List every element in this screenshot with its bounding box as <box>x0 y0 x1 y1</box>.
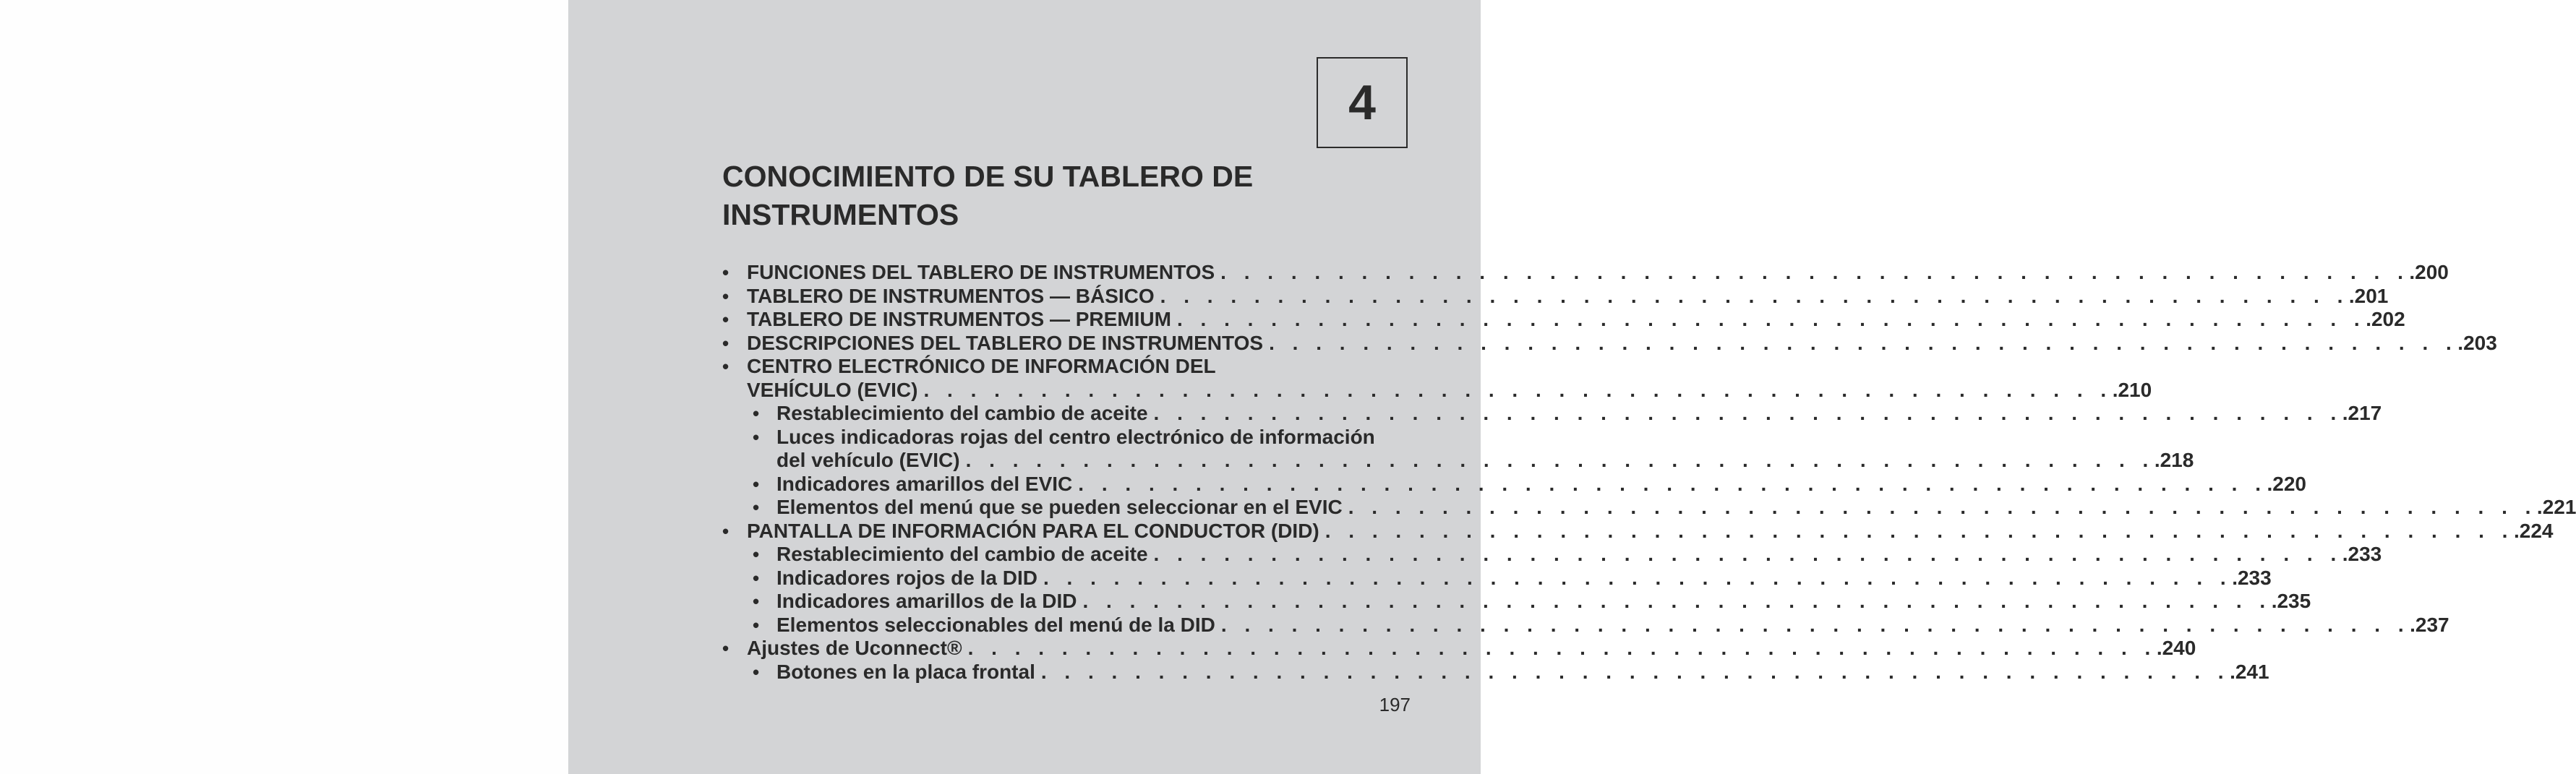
toc-entry-title: TABLERO DE INSTRUMENTOS — PREMIUM <box>747 308 1171 330</box>
chapter-title-line-2: INSTRUMENTOS <box>722 198 959 231</box>
toc-entry[interactable] <box>722 284 2389 309</box>
dot-leader: . . . . . . . . . . . . . . . . . . . . . . . . . . . . . . . . . . . . . . . . . . . . . . . . . . . <box>1269 331 2458 354</box>
bullet-icon: • <box>753 614 760 636</box>
dot-leader: . . . . . . . . . . . . . . . . . . . . . . . . . . . . . . . . . . . . . . . . . . . . . . . . . . . <box>967 637 2157 659</box>
toc-entry-title: CENTRO ELECTRÓNICO DE INFORMACIÓN DEL <box>747 355 1216 377</box>
toc-entry-title: Elementos seleccionables del menú de la DID <box>776 613 1215 636</box>
toc-entry-title: PANTALLA DE INFORMACIÓN PARA EL CONDUCTOR (DID) <box>747 519 1319 542</box>
toc-page-ref: .241 <box>2230 660 2269 683</box>
toc-entry-title: Restablecimiento del cambio de aceite <box>776 543 1148 565</box>
toc-entry-content <box>747 355 1411 379</box>
bullet-icon: • <box>753 426 760 448</box>
toc-entry-title: Indicadores amarillos de la DID <box>776 590 1077 612</box>
chapter-title <box>722 158 1373 234</box>
dot-leader: . . . . . . . . . . . . . . . . . . . . . . . . . . . . . . . . . . . . . . . . . . . . . . . . . . . <box>1082 590 2272 612</box>
toc-entry-content <box>776 660 2269 684</box>
bullet-icon: • <box>753 590 760 612</box>
dot-leader: . . . . . . . . . . . . . . . . . . . . . . . . . . . . . . . . . . . . . . . . . . . . . . . . . . . <box>1220 261 2410 283</box>
toc-entry[interactable] <box>722 449 2194 473</box>
toc-page-ref: .237 <box>2410 613 2449 636</box>
bullet-icon: • <box>722 262 729 283</box>
toc-entry-content <box>747 637 2196 661</box>
table-of-contents <box>722 261 2576 684</box>
toc-entry-title: Restablecimiento del cambio de aceite <box>776 402 1148 424</box>
toc-entry[interactable] <box>722 637 2196 661</box>
toc-page-ref: .224 <box>2513 519 2554 542</box>
toc-entry[interactable] <box>722 660 2269 684</box>
bullet-icon: • <box>753 496 760 518</box>
bullet-icon: • <box>722 520 729 542</box>
bullet-icon: • <box>722 637 729 659</box>
toc-entry-content <box>747 378 2152 403</box>
toc-entry-content <box>747 284 2389 309</box>
toc-entry[interactable] <box>722 378 2152 403</box>
toc-page-ref: .233 <box>2342 543 2382 565</box>
toc-entry-content <box>776 566 2272 590</box>
toc-entry[interactable] <box>722 308 2405 332</box>
toc-page-ref: .233 <box>2232 566 2272 589</box>
toc-entry[interactable] <box>722 519 2554 543</box>
toc-entry-title: del vehículo (EVIC) <box>776 449 960 471</box>
toc-page-ref: .240 <box>2156 637 2196 659</box>
toc-page-ref: .201 <box>2348 284 2389 307</box>
toc-entry[interactable] <box>722 331 2497 356</box>
dot-leader: . . . . . . . . . . . . . . . . . . . . . . . . . . . . . . . . . . . . . . . . . . . . . . . . . . . <box>1325 519 2514 542</box>
blank-left-page <box>0 0 568 774</box>
toc-page-ref: .217 <box>2342 402 2382 424</box>
toc-entry[interactable] <box>722 566 2272 590</box>
toc-entry[interactable] <box>722 355 1411 379</box>
toc-entry-content <box>776 402 2382 426</box>
bullet-icon: • <box>722 332 729 354</box>
chapter-number-box <box>1317 57 1408 148</box>
dot-leader: . . . . . . . . . . . . . . . . . . . . . . . . . . . . . . . . . . . . . . . . . . . . . . . . . . . <box>1220 613 2410 636</box>
toc-page-ref: .202 <box>2366 308 2405 330</box>
toc-entry-title: Elementos del menú que se pueden seleccionar en el EVIC <box>776 496 1343 518</box>
dot-leader: . . . . . . . . . . . . . . . . . . . . . . . . . . . . . . . . . . . . . . . . . . . . . . . . . . . <box>1348 496 2537 518</box>
dot-leader: . . . . . . . . . . . . . . . . . . . . . . . . . . . . . . . . . . . . . . . . . . . . . . . . . . . <box>1040 660 2230 683</box>
toc-entry[interactable] <box>722 472 2306 496</box>
toc-entry-content <box>747 261 2449 285</box>
dot-leader: . . . . . . . . . . . . . . . . . . . . . . . . . . . . . . . . . . . . . . . . . . . . . . . . . . . <box>1043 566 2233 589</box>
toc-entry-content <box>776 543 2382 567</box>
toc-entry-title: DESCRIPCIONES DEL TABLERO DE INSTRUMENTOS <box>747 331 1264 354</box>
dot-leader: . . . . . . . . . . . . . . . . . . . . . . . . . . . . . . . . . . . . . . . . . . . . . . . . . . . <box>1160 284 2349 307</box>
toc-entry-content <box>776 496 2576 520</box>
chapter-number: 4 <box>1348 75 1376 130</box>
toc-entry-title: FUNCIONES DEL TABLERO DE INSTRUMENTOS <box>747 261 1215 283</box>
dot-leader: . . . . . . . . . . . . . . . . . . . . . . . . . . . . . . . . . . . . . . . . . . . . . . . . . . . <box>965 449 2154 471</box>
bullet-icon: • <box>753 403 760 424</box>
toc-page-ref: .200 <box>2409 261 2449 283</box>
toc-page-ref: .235 <box>2271 590 2311 612</box>
toc-page-ref: .210 <box>2112 378 2152 401</box>
dot-leader: . . . . . . . . . . . . . . . . . . . . . . . . . . . . . . . . . . . . . . . . . . . . . . . . . . . <box>1176 308 2366 330</box>
dot-leader: . . . . . . . . . . . . . . . . . . . . . . . . . . . . . . . . . . . . . . . . . . . . . . . . . . . <box>1078 472 2267 495</box>
toc-entry-content <box>776 590 2311 614</box>
toc-entry[interactable] <box>722 590 2311 614</box>
dot-leader: . . . . . . . . . . . . . . . . . . . . . . . . . . . . . . . . . . . . . . . . . . . . . . . . . . . <box>1153 402 2342 424</box>
bullet-icon: • <box>722 309 729 330</box>
toc-entry-content <box>776 613 2449 637</box>
toc-page-ref: .203 <box>2457 331 2497 354</box>
bullet-icon: • <box>753 661 760 683</box>
dot-leader: . . . . . . . . . . . . . . . . . . . . . . . . . . . . . . . . . . . . . . . . . . . . . . . . . . . <box>923 378 2113 401</box>
toc-entry[interactable] <box>722 426 1411 450</box>
toc-entry-title: VEHÍCULO (EVIC) <box>747 378 918 401</box>
bullet-icon: • <box>722 285 729 307</box>
page-number: 197 <box>1379 694 1411 715</box>
toc-entry-content <box>747 308 2405 332</box>
bullet-icon: • <box>753 567 760 589</box>
toc-entry[interactable] <box>722 261 2449 285</box>
toc-entry[interactable] <box>722 402 2382 426</box>
toc-entry-title: Luces indicadoras rojas del centro electrónico de información <box>776 425 1375 448</box>
toc-entry[interactable] <box>722 496 2576 520</box>
toc-entry-title: Botones en la placa frontal <box>776 660 1035 683</box>
toc-entry-title: Ajustes de Uconnect® <box>747 637 962 659</box>
toc-entry-content <box>776 426 1411 450</box>
bullet-icon: • <box>722 356 729 377</box>
toc-page-ref: .218 <box>2154 449 2194 471</box>
toc-entry-title: Indicadores amarillos del EVIC <box>776 472 1073 495</box>
bullet-icon: • <box>753 473 760 495</box>
toc-page-ref: .221 <box>2536 496 2576 518</box>
toc-entry-content <box>776 449 2194 473</box>
toc-entry[interactable] <box>722 613 2449 637</box>
toc-entry-content <box>747 519 2554 543</box>
toc-entry-title: Indicadores rojos de la DID <box>776 566 1037 589</box>
bullet-icon: • <box>753 543 760 565</box>
dot-leader: . . . . . . . . . . . . . . . . . . . . . . . . . . . . . . . . . . . . . . . . . . . . . . . . . . . <box>1153 543 2342 565</box>
toc-entry-content <box>776 472 2306 496</box>
toc-entry-content <box>747 331 2497 356</box>
chapter-title-line-1: CONOCIMIENTO DE SU TABLERO DE <box>722 160 1254 193</box>
toc-page-ref: .220 <box>2267 472 2306 495</box>
toc-entry[interactable] <box>722 543 2382 567</box>
toc-entry-title: TABLERO DE INSTRUMENTOS — BÁSICO <box>747 284 1155 307</box>
